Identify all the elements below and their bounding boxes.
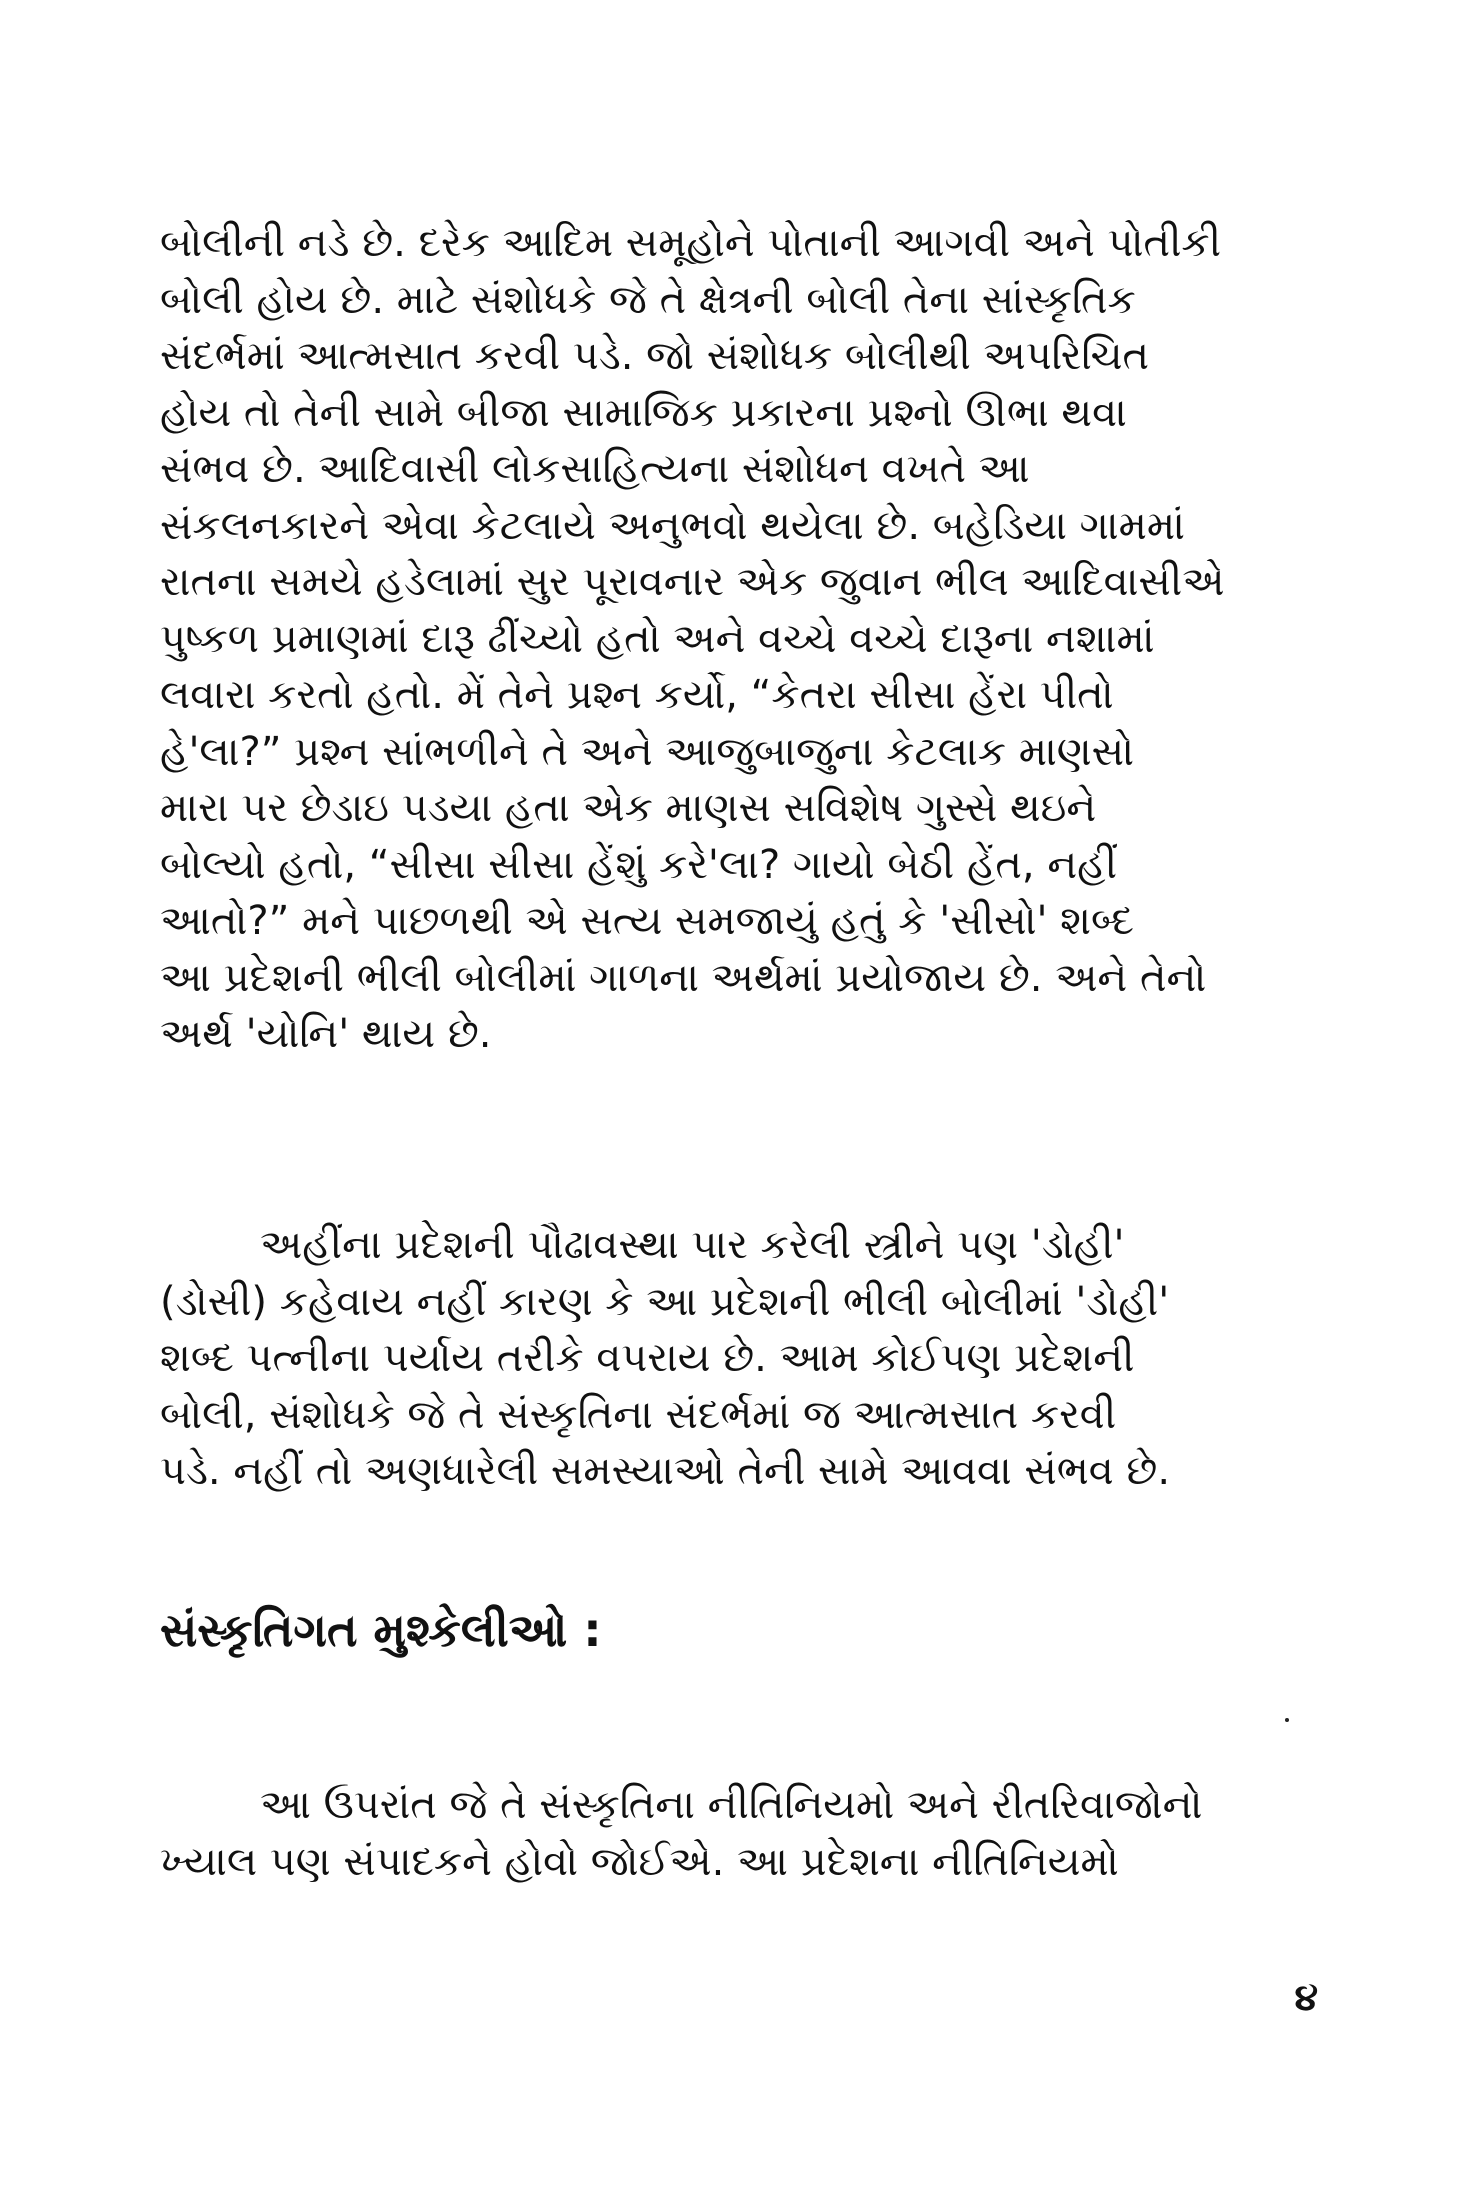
text-line: (ડોસી) કહેવાય નહીં કારણ કે આ પ્રદેશની ભીલી બોલીમાં 'ડોહી' <box>160 1278 1170 1325</box>
text-line: સંભવ છે. આદિવાસી લોકસાહિત્યના સંશોધન વખતે આ <box>160 446 1030 492</box>
text-line: બોલીની નડે છે. દરેક આદિમ સમૂહોને પોતાની આગવી અને પોતીકી <box>160 220 1222 266</box>
text-line: રાતના સમયે હડેલામાં સુર પૂરાવનાર એક જુવાન ભીલ આદિવાસીએ <box>160 559 1225 605</box>
paragraph-2 <box>160 1217 1320 1500</box>
text-line: અહીંના પ્રદેશની પૌઢાવસ્થા પાર કરેલી સ્ત્રીને પણ 'ડોહી' <box>260 1222 1125 1268</box>
text-line: પુષ્કળ પ્રમાણમાં દારૂ ઢીંચ્યો હતો અને વચ્ચે વચ્ચે દારૂના નશામાં <box>160 615 1155 662</box>
text-line: અર્થ 'યોનિ' થાય છે. <box>160 1011 492 1057</box>
text-line: બોલી, સંશોધકે જે તે સંસ્કૃતિના સંદર્ભમાં જ આત્મસાત કરવી <box>160 1391 1117 1438</box>
text-line: બોલી હોય છે. માટે સંશોધકે જે તે ક્ષેત્રની બોલી તેના સાંસ્કૃતિક <box>160 276 1136 323</box>
text-line: ખ્યાલ પણ સંપાદકને હોવો જોઈએ. આ પ્રદેશના નીતિનિયમો <box>160 1838 1119 1885</box>
text-line: લવારા કરતો હતો. મેં તેને પ્રશ્ન કર્યો, “કેતરા સીસા હેંરા પીતો <box>160 672 1114 718</box>
text-line: બોલ્યો હતો, “સીસા સીસા હેંશું કરે'લા? ગાયો બેઠી હેંત, નહીં <box>160 841 1118 888</box>
text-line: શબ્દ પત્નીના પર્યાય તરીકે વપરાય છે. આમ કોઈપણ પ્રદેશની <box>160 1335 1135 1381</box>
text-line: મારા પર છેડાઇ પડયા હતા એક માણસ સવિશેષ ગુસ્સે થઇને <box>160 785 1097 831</box>
paragraph-1 <box>160 215 1320 1063</box>
text-line: આતો?” મને પાછળથી એ સત્ય સમજાયું હતું કે 'સીસો' શબ્દ <box>160 898 1135 944</box>
text-line: સંકલનકારને એવા કેટલાયે અનુભવો થયેલા છે. બહેડિયા ગામમાં <box>160 502 1185 549</box>
text-line: પડે. નહીં તો અણધારેલી સમસ્યાઓ તેની સામે આવવા સંભવ છે. <box>160 1448 1171 1494</box>
paragraph-3 <box>160 1777 1320 1890</box>
page-number: ૪ <box>1294 1975 1318 2019</box>
text-line: આ પ્રદેશની ભીલી બોલીમાં ગાળના અર્થમાં પ્રયોજાય છે. અને તેનો <box>160 954 1207 1001</box>
text-line: હોય તો તેની સામે બીજા સામાજિક પ્રકારના પ્રશ્નો ઊભા થવા <box>160 389 1127 436</box>
text-line: હે'લા?” પ્રશ્ન સાંભળીને તે અને આજુબાજુના કેટલાક માણસો <box>160 728 1135 775</box>
section-heading: સંસ્કૃતિગત મુશ્કેલીઓ : <box>160 1603 602 1657</box>
print-speck <box>1285 1718 1289 1722</box>
text-line: સંદર્ભમાં આત્મસાત કરવી પડે. જો સંશોધક બોલીથી અપરિચિત <box>160 333 1149 379</box>
text-line: આ ઉપરાંત જે તે સંસ્કૃતિના નીતિનિયમો અને રીતરિવાજોનો <box>260 1782 1203 1828</box>
